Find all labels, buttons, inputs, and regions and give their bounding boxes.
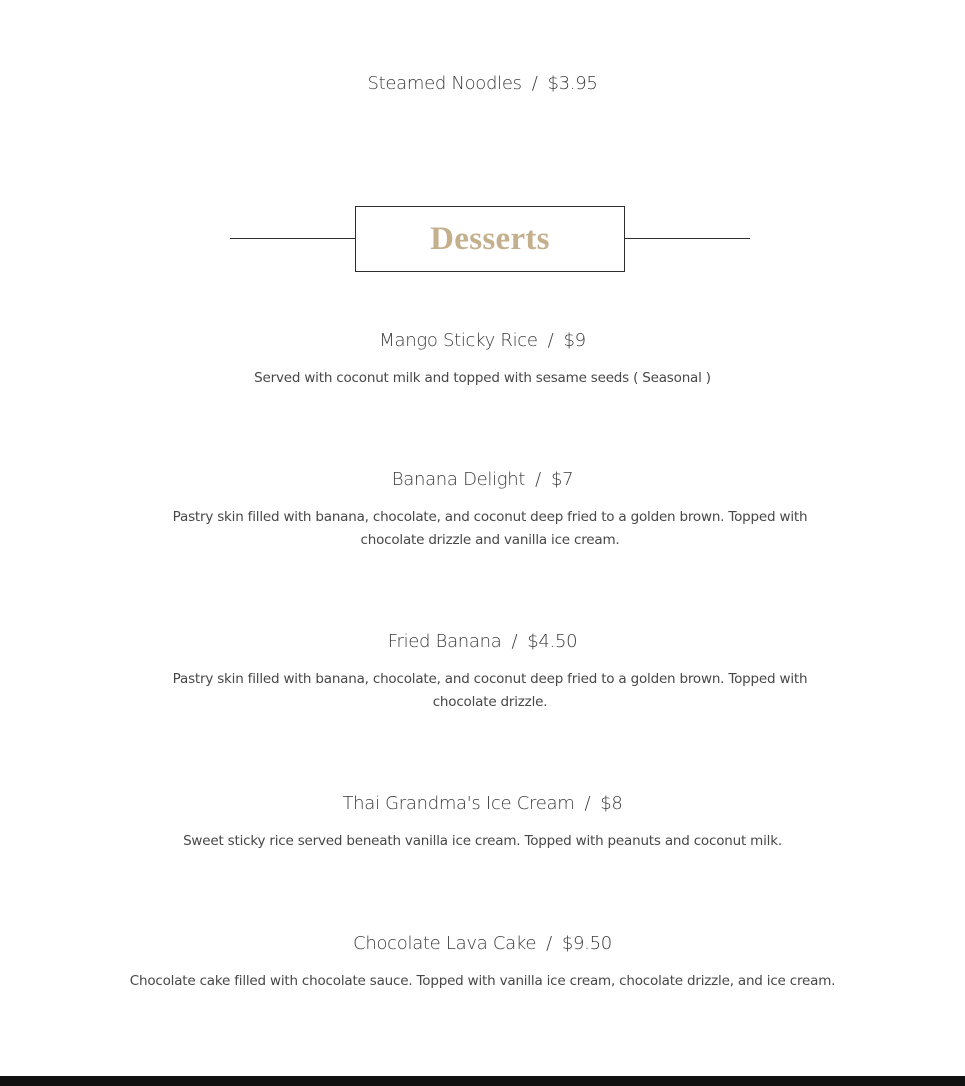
section-title: Desserts (430, 220, 550, 257)
menu-item-description: Pastry skin filled with banana, chocolate, and coconut deep fried to a golden brown. Topped with chocolate drizzle and vanilla ice cream. (172, 509, 808, 548)
menu-item-description: Pastry skin filled with banana, chocolate, and coconut deep fried to a golden brown. Topped with chocolate drizzle. (172, 671, 808, 710)
menu-item-price: $9.50 (561, 933, 612, 954)
menu-item-name: Fried Banana (387, 631, 502, 652)
menu-item-price: $4.50 (527, 631, 578, 652)
price-separator: / (547, 330, 554, 351)
menu-item-title-fried-banana (0, 631, 965, 652)
menu-item-title-banana-delight (0, 469, 965, 490)
menu-item-name: Mango Sticky Rice (379, 330, 538, 351)
price-separator: / (546, 933, 552, 954)
menu-item-price: $7 (550, 469, 574, 490)
menu-item-description: Chocolate cake filled with chocolate sauce. Topped with vanilla ice cream, chocolate drizzle, and ice cream. (129, 973, 836, 989)
menu-item-name: Steamed Noodles (367, 73, 522, 94)
menu-item-name: Chocolate Lava Cake (353, 933, 537, 954)
section-heading-box (355, 206, 625, 272)
section-divider-left (230, 238, 355, 239)
menu-item-price: $3.95 (547, 73, 598, 94)
price-separator: / (511, 631, 518, 652)
menu-item-title-steamed-noodles (0, 73, 965, 94)
menu-item-price: $9 (563, 330, 586, 351)
menu-item-description: Served with coconut milk and topped with sesame seeds ( Seasonal ) (254, 370, 711, 386)
menu-item-price: $8 (600, 793, 623, 814)
price-separator: / (535, 469, 541, 490)
footer-bar (0, 1076, 965, 1086)
menu-item-name: Banana Delight (391, 469, 526, 490)
price-separator: / (584, 793, 591, 814)
menu-item-title-chocolate-lava-cake (0, 933, 965, 954)
menu-item-description: Sweet sticky rice served beneath vanilla ice cream. Topped with peanuts and coconut milk. (183, 833, 782, 849)
section-divider-right (625, 238, 750, 239)
menu-item-name: Thai Grandma's Ice Cream (342, 793, 575, 814)
menu-item-title-mango-sticky-rice (0, 330, 965, 351)
menu-item-title-thai-grandmas-ice-cream (0, 793, 965, 814)
price-separator: / (531, 73, 538, 94)
